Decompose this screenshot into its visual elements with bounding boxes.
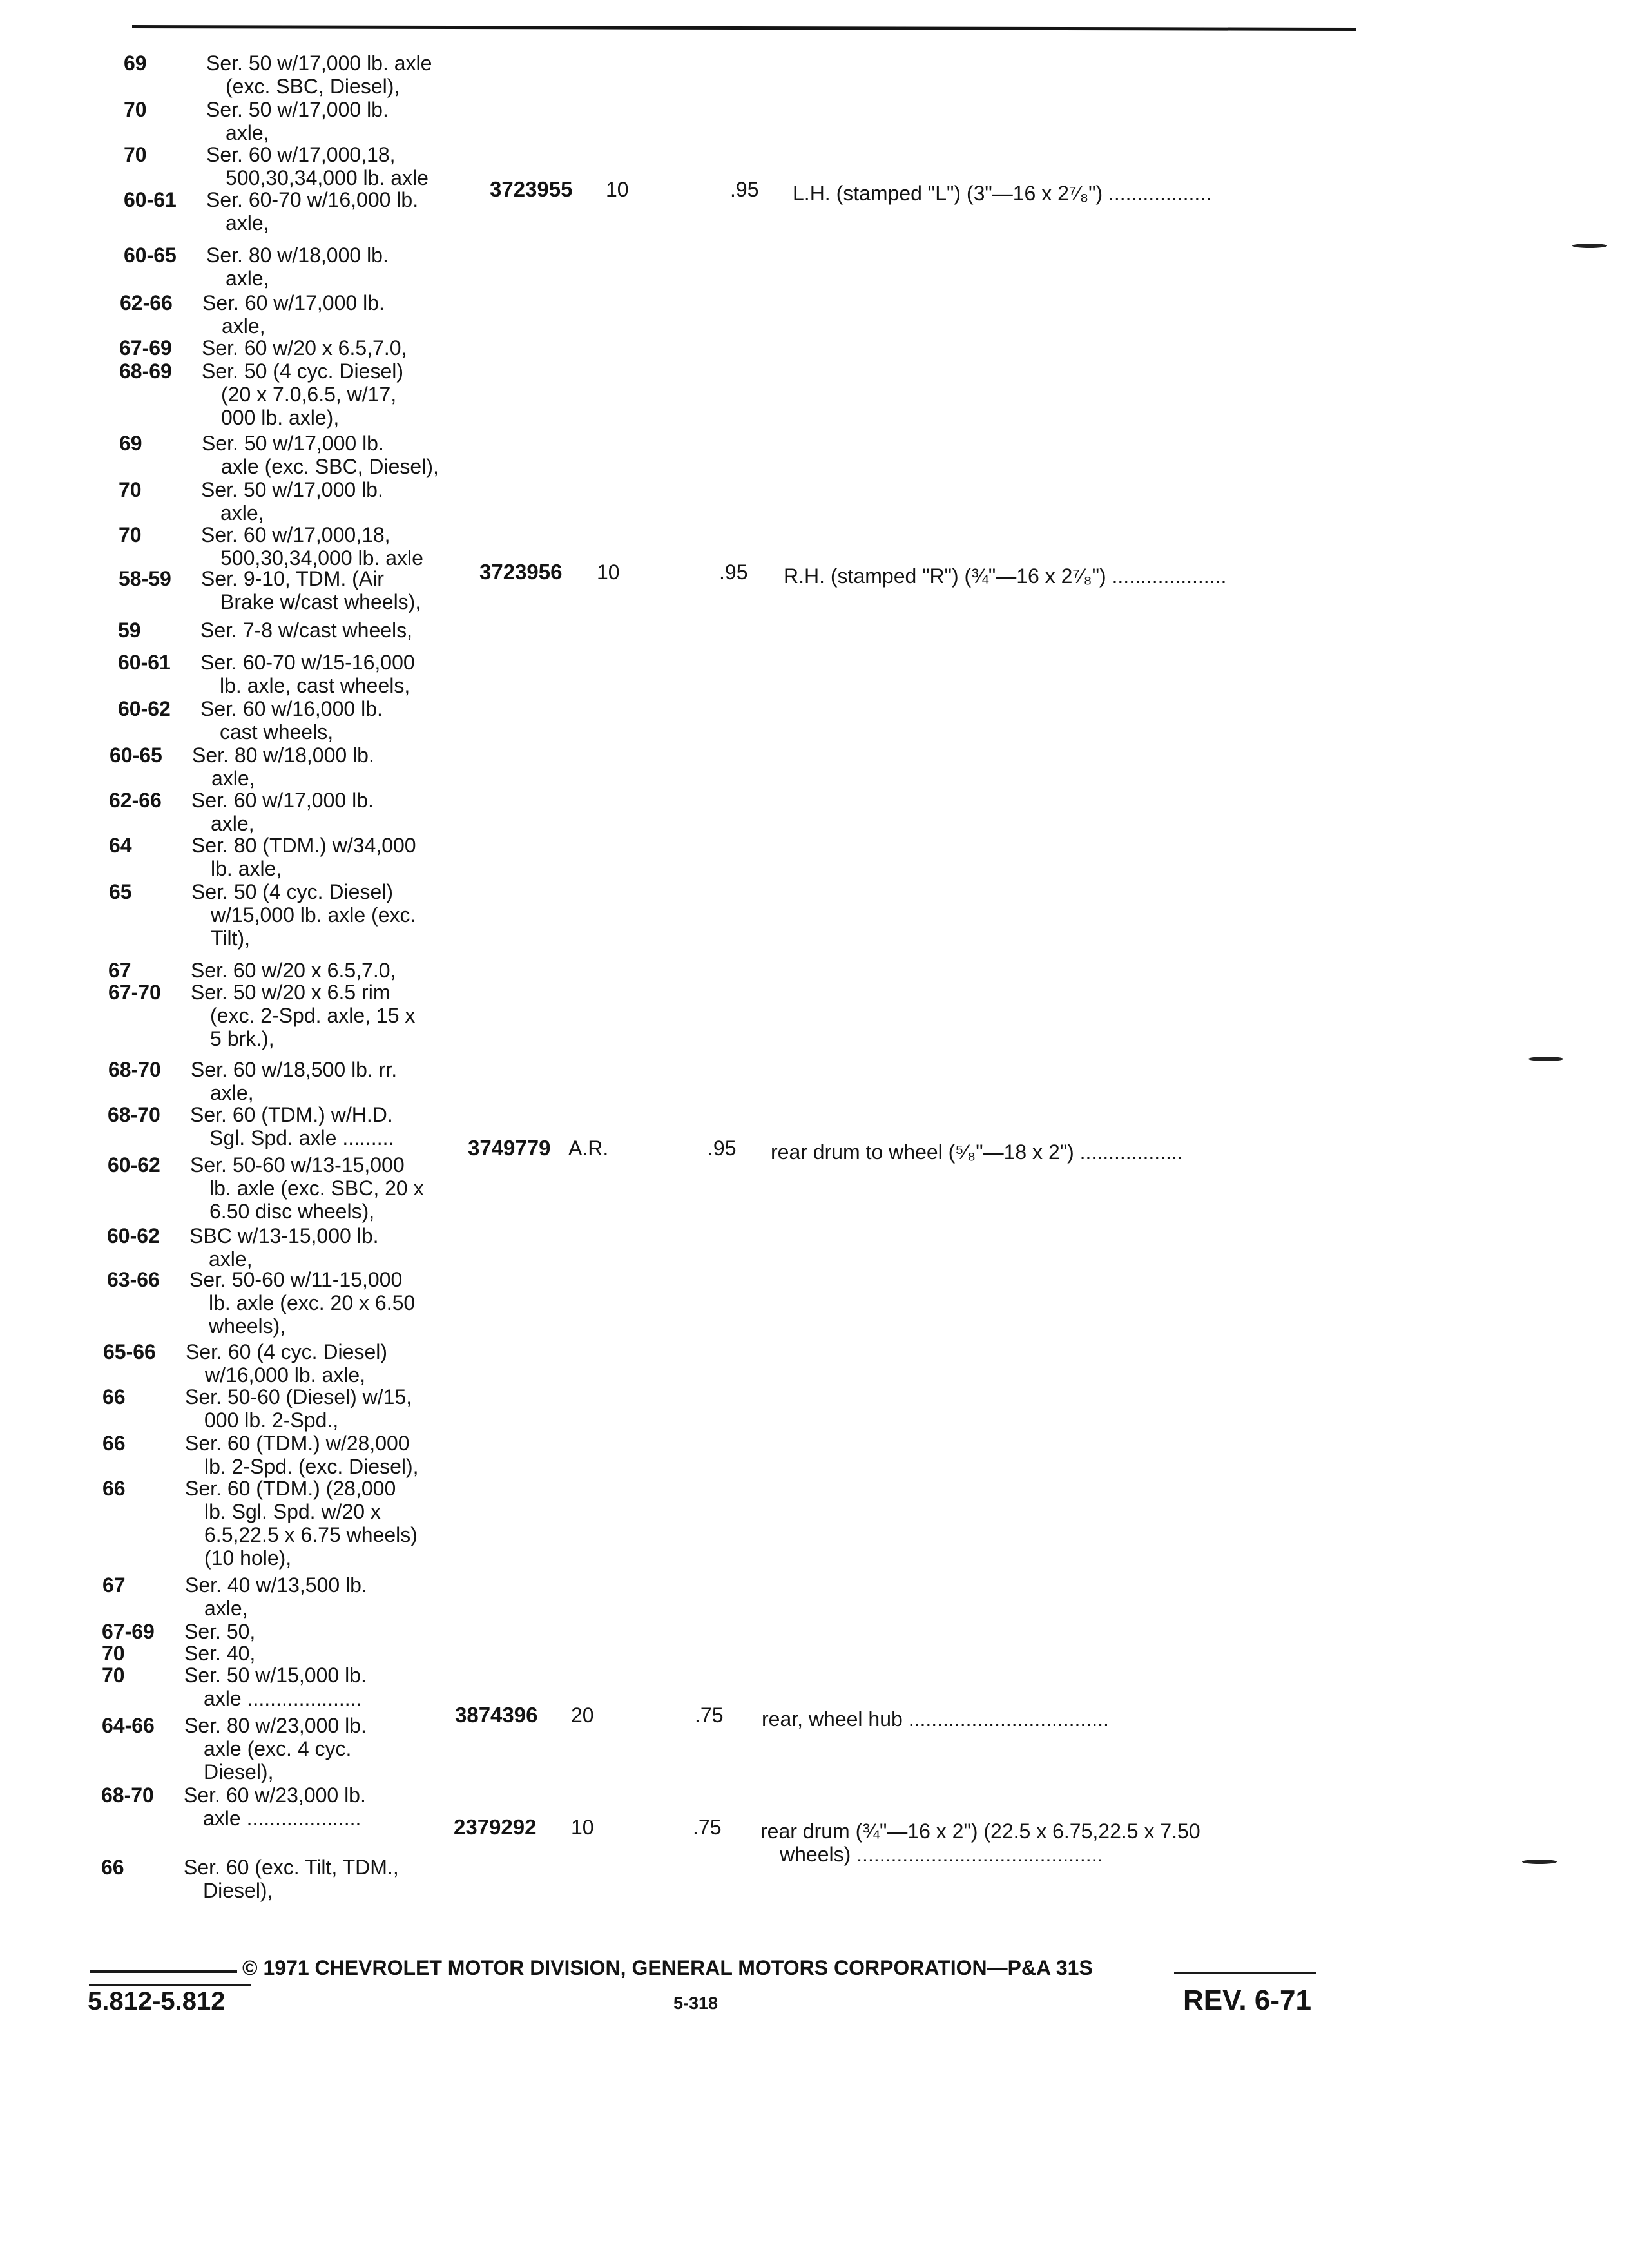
row-years: 68-69 [119, 360, 172, 383]
row-application [185, 1432, 419, 1478]
application-line: Ser. 50 (4 cyc. Diesel) [202, 360, 403, 383]
row-years: 60-65 [110, 744, 162, 767]
part-price: .75 [693, 1816, 722, 1839]
group-rule [89, 1984, 251, 1986]
row-application [184, 1664, 367, 1710]
row-application [185, 1477, 418, 1570]
description-line: R.H. (stamped "R") (¾"—16 x 2⁷⁄₈") .................... [784, 564, 1227, 588]
row-years: 59 [118, 619, 141, 642]
application-line: Ser. 50 w/17,000 lb. [201, 478, 383, 501]
row-years: 68-70 [108, 1058, 161, 1081]
application-line: Brake w/cast wheels), [220, 590, 421, 613]
row-years: 68-70 [101, 1783, 154, 1807]
application-line: Tilt), [211, 927, 251, 950]
application-line: 500,30,34,000 lb. axle [226, 166, 429, 189]
application-line: Ser. 7-8 w/cast wheels, [200, 619, 413, 642]
row-years: 67-69 [119, 336, 172, 360]
row-application [191, 834, 416, 880]
application-line: Ser. 60 w/23,000 lb. [184, 1783, 366, 1807]
row-years: 67 [108, 959, 131, 982]
row-application [201, 567, 421, 613]
row-years: 63-66 [107, 1268, 160, 1291]
row-application [191, 959, 396, 982]
application-line: Ser. 60-70 w/15-16,000 [200, 651, 415, 674]
application-line: (exc. 2-Spd. axle, 15 x [210, 1004, 416, 1027]
application-line: Ser. 60 w/16,000 lb. [200, 697, 383, 720]
application-line: Ser. 50 w/17,000 lb. [206, 98, 389, 121]
row-years: 66 [102, 1432, 126, 1455]
row-application [189, 1224, 379, 1271]
row-application [190, 1153, 424, 1223]
application-line: axle, [226, 211, 269, 235]
row-years: 58-59 [119, 567, 171, 590]
row-application [206, 188, 418, 235]
part-number: 3723956 [479, 560, 563, 584]
row-years: 60-62 [107, 1224, 160, 1247]
row-years: 60-62 [118, 697, 171, 720]
row-years: 70 [119, 478, 142, 501]
part-quantity: 10 [606, 178, 629, 201]
scan-mark [1522, 1860, 1557, 1864]
row-years: 70 [124, 98, 147, 121]
part-description [771, 1140, 1183, 1164]
part-number: 3749779 [468, 1136, 551, 1160]
row-application [184, 1642, 255, 1665]
application-line: Sgl. Spd. axle ......... [209, 1126, 394, 1149]
row-application [184, 1856, 399, 1902]
footer-rule-left [90, 1970, 237, 1973]
application-line: Ser. 60 (TDM.) w/H.D. [190, 1103, 393, 1126]
row-application [191, 1058, 397, 1104]
row-years: 60-61 [118, 651, 171, 674]
row-application [185, 1385, 412, 1432]
application-line: axle, [226, 267, 269, 290]
row-years: 67-69 [102, 1620, 155, 1643]
application-line: 6.5,22.5 x 6.75 wheels) [204, 1523, 418, 1546]
page-number: 5-318 [673, 1994, 718, 2013]
application-line: w/15,000 lb. axle (exc. [211, 903, 416, 927]
application-line: lb. axle (exc. 20 x 6.50 [209, 1291, 416, 1314]
application-line: axle, [209, 1247, 253, 1271]
row-application [206, 143, 429, 189]
application-line: (10 hole), [204, 1546, 292, 1570]
top-rule [132, 25, 1356, 31]
application-line: 6.50 disc wheels), [209, 1200, 375, 1223]
application-line: lb. axle, cast wheels, [220, 674, 410, 697]
row-application [184, 1714, 367, 1783]
revision-label: REV. 6-71 [1183, 1984, 1311, 2016]
row-application [202, 336, 407, 360]
application-line: (exc. SBC, Diesel), [226, 75, 400, 98]
row-years: 60-61 [124, 188, 177, 211]
application-line: Ser. 50 w/15,000 lb. [184, 1664, 367, 1687]
row-years: 66 [102, 1477, 126, 1500]
application-line: wheels), [209, 1314, 286, 1338]
part-description [784, 564, 1226, 588]
part-price: .95 [719, 561, 748, 584]
part-number: 2379292 [454, 1815, 537, 1839]
part-quantity: A.R. [568, 1137, 609, 1160]
part-description [793, 182, 1211, 205]
application-line: Ser. 60 w/20 x 6.5,7.0, [202, 336, 407, 360]
application-line: axle, [210, 1081, 254, 1104]
scan-mark [1528, 1057, 1563, 1061]
application-line: Ser. 80 w/23,000 lb. [184, 1714, 367, 1737]
part-quantity: 10 [597, 561, 620, 584]
description-line: L.H. (stamped "L") (3"—16 x 2⁷⁄₈") .................. [793, 182, 1212, 205]
application-line: Ser. 50 w/17,000 lb. axle [206, 52, 432, 75]
application-line: axle, [204, 1597, 248, 1620]
application-line: 5 brk.), [210, 1027, 275, 1050]
part-description [760, 1820, 1200, 1866]
part-quantity: 20 [571, 1704, 594, 1727]
application-line: Ser. 80 (TDM.) w/34,000 [191, 834, 416, 857]
group-range: 5.812-5.812 [88, 1987, 226, 2015]
application-line: Diesel), [203, 1879, 273, 1902]
row-years: 65-66 [103, 1340, 156, 1363]
application-line: Ser. 60 w/20 x 6.5,7.0, [191, 959, 396, 982]
application-line: Ser. 60 (TDM.) (28,000 [185, 1477, 396, 1500]
application-line: Ser. 9-10, TDM. (Air [201, 567, 384, 590]
row-application [202, 291, 385, 338]
application-line: Ser. 60 w/17,000 lb. [191, 789, 374, 812]
application-line: Ser. 50, [184, 1620, 256, 1643]
application-line: axle, [220, 501, 264, 524]
row-years: 68-70 [108, 1103, 160, 1126]
description-line: rear drum (¾"—16 x 2") (22.5 x 6.75,22.5 x 7.50 [760, 1820, 1200, 1843]
application-line: Ser. 80 w/18,000 lb. [192, 744, 374, 767]
row-application [202, 432, 439, 478]
application-line: (20 x 7.0,6.5, w/17, [221, 383, 397, 406]
row-application [192, 744, 374, 790]
application-line: axle .................... [203, 1807, 361, 1830]
row-application [206, 244, 389, 290]
part-number: 3723955 [490, 177, 573, 201]
application-line: Ser. 60 w/18,500 lb. rr. [191, 1058, 398, 1081]
part-price: .95 [708, 1137, 737, 1160]
application-line: w/16,000 lb. axle, [205, 1363, 366, 1387]
application-line: Ser. 50 w/17,000 lb. [202, 432, 384, 455]
row-application [185, 1573, 367, 1620]
application-line: Ser. 60 (TDM.) w/28,000 [185, 1432, 410, 1455]
application-line: axle, [226, 121, 269, 144]
application-line: axle .................... [204, 1687, 362, 1710]
footer-rule-right [1174, 1972, 1316, 1974]
description-line: rear, wheel hub ................................... [762, 1707, 1109, 1731]
row-application [200, 619, 412, 642]
application-line: Ser. 60 w/17,000,18, [201, 523, 390, 546]
application-line: Ser. 40, [184, 1642, 256, 1665]
application-line: 000 lb. 2-Spd., [204, 1408, 339, 1432]
row-years: 66 [102, 1385, 126, 1408]
row-application [184, 1620, 255, 1643]
row-years: 64-66 [102, 1714, 155, 1737]
application-line: Ser. 80 w/18,000 lb. [206, 244, 389, 267]
application-line: axle, [222, 314, 265, 338]
row-application [201, 523, 423, 570]
application-line: axle (exc. SBC, Diesel), [221, 455, 439, 478]
row-application [206, 98, 389, 144]
application-line: lb. axle (exc. SBC, 20 x [209, 1177, 424, 1200]
row-years: 70 [119, 523, 142, 546]
row-years: 66 [101, 1856, 124, 1879]
row-application [191, 789, 374, 835]
row-application [191, 880, 416, 950]
application-line: Ser. 50 (4 cyc. Diesel) [191, 880, 393, 903]
row-years: 70 [102, 1642, 125, 1665]
copyright-line: © 1971 CHEVROLET MOTOR DIVISION, GENERAL MOTORS CORPORATION—P&A 31S [242, 1956, 1093, 1979]
application-line: Ser. 40 w/13,500 lb. [185, 1573, 367, 1597]
part-number: 3874396 [455, 1703, 538, 1727]
application-line: axle, [211, 812, 255, 835]
row-years: 70 [124, 143, 147, 166]
part-quantity: 10 [571, 1816, 594, 1839]
row-application [202, 360, 403, 429]
application-line: lb. 2-Spd. (exc. Diesel), [204, 1455, 419, 1478]
row-application [200, 697, 383, 744]
row-application [189, 1268, 415, 1338]
row-years: 69 [124, 52, 147, 75]
row-years: 67 [102, 1573, 126, 1597]
application-line: Diesel), [204, 1760, 274, 1783]
row-application [184, 1783, 366, 1830]
description-line: wheels) ........................................... [780, 1843, 1103, 1866]
application-line: 500,30,34,000 lb. axle [220, 546, 423, 570]
part-price: .95 [730, 178, 759, 201]
application-line: lb. Sgl. Spd. w/20 x [204, 1500, 381, 1523]
row-application [201, 478, 383, 524]
application-line: SBC w/13-15,000 lb. [189, 1224, 379, 1247]
application-line: Ser. 60 (exc. Tilt, TDM., [184, 1856, 399, 1879]
application-line: Ser. 50-60 (Diesel) w/15, [185, 1385, 412, 1408]
row-years: 62-66 [120, 291, 173, 314]
application-line: Ser. 50 w/20 x 6.5 rim [191, 981, 390, 1004]
row-years: 69 [119, 432, 142, 455]
application-line: Ser. 50-60 w/13-15,000 [190, 1153, 405, 1177]
row-years: 60-62 [108, 1153, 160, 1177]
part-price: .75 [695, 1704, 724, 1727]
row-application [186, 1340, 387, 1387]
application-line: Ser. 60 w/17,000 lb. [202, 291, 385, 314]
row-years: 65 [109, 880, 132, 903]
application-line: Ser. 50-60 w/11-15,000 [189, 1268, 403, 1291]
row-application [200, 651, 415, 697]
row-application [190, 1103, 394, 1149]
row-years: 64 [109, 834, 132, 857]
row-years: 60-65 [124, 244, 177, 267]
application-line: cast wheels, [220, 720, 334, 744]
application-line: Ser. 60 (4 cyc. Diesel) [186, 1340, 387, 1363]
application-line: axle (exc. 4 cyc. [204, 1737, 352, 1760]
application-line: Ser. 60 w/17,000,18, [206, 143, 396, 166]
part-description [762, 1707, 1109, 1731]
row-years: 70 [102, 1664, 125, 1687]
row-years: 62-66 [109, 789, 162, 812]
row-application [191, 981, 415, 1050]
application-line: 000 lb. axle), [221, 406, 340, 429]
scan-mark [1572, 244, 1607, 248]
application-line: axle, [211, 767, 255, 790]
application-line: Ser. 60-70 w/16,000 lb. [206, 188, 419, 211]
row-years: 67-70 [108, 981, 161, 1004]
description-line: rear drum to wheel (⁵⁄₈"—18 x 2") .................. [771, 1140, 1183, 1164]
row-application [206, 52, 432, 98]
application-line: lb. axle, [211, 857, 282, 880]
